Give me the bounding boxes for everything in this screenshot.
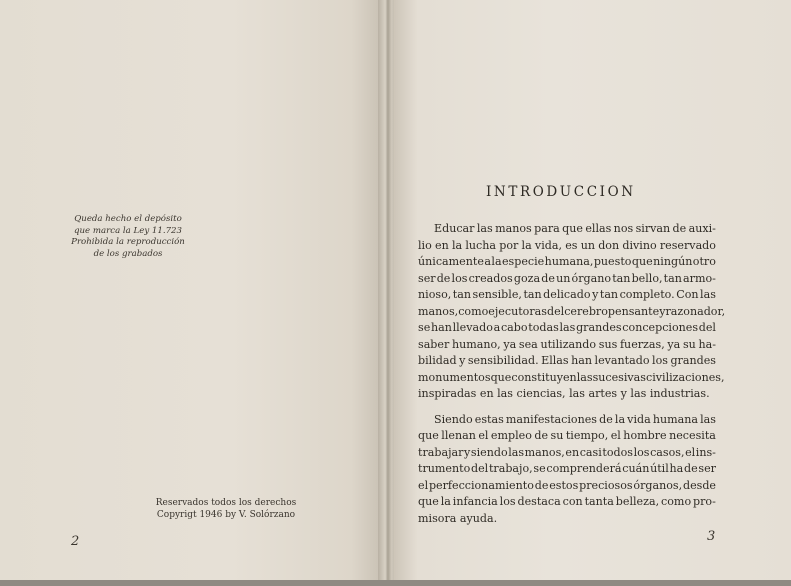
copyright-line: Copyrigt 1946 by V. Solórzano bbox=[156, 510, 296, 520]
text-line: ser de los creados goza de un órgano tan bello, tan armo- bbox=[418, 271, 716, 285]
text-line: nioso, tan sensible, tan delicado y tan completo. Con las bbox=[418, 288, 716, 301]
text-line: inspiradas en las ciencias, las artes y las industrias. bbox=[418, 387, 710, 400]
rights-line: Reservados todos los derechos bbox=[155, 498, 297, 508]
copyright-notice bbox=[136, 497, 316, 521]
text-line: el perfeccionamiento de estos preciosos órganos, desde bbox=[418, 478, 716, 492]
page-title: INTRODUCCION bbox=[486, 184, 636, 200]
introduction-text bbox=[418, 221, 726, 527]
deposit-line: Prohibida la reproducción bbox=[71, 237, 185, 247]
page-number-left: 2 bbox=[71, 534, 80, 549]
text-line: bilidad y sensibilidad. Ellas han levantado los grandes bbox=[418, 354, 716, 367]
text-line: únicamente a la especie humana, puesto que ningún otro bbox=[418, 255, 716, 268]
left-page bbox=[0, 0, 382, 586]
text-line: monumentos que constituyen las sucesivas civilizaciones, bbox=[418, 370, 725, 384]
text-line: manos, como ejecutoras del cerebro pensante y razonador, bbox=[418, 304, 726, 318]
deposit-line: que marca la Ley 11.723 bbox=[74, 225, 182, 236]
deposit-line: de los grabados bbox=[93, 248, 163, 259]
text-line: Siendo estas manifestaciones de la vida humana las bbox=[434, 412, 716, 426]
text-line: saber humano, ya sea utilizando sus fuerzas, ya su ha- bbox=[418, 337, 716, 351]
paragraph-gap bbox=[418, 403, 716, 412]
legal-deposit-notice bbox=[62, 214, 194, 260]
text-line: Educar las manos para que ellas nos sirvan de auxi- bbox=[434, 222, 716, 235]
text-line: se han llevado a cabo todas las grandes concepciones del bbox=[418, 321, 716, 334]
text-line: lio en la lucha por la vida, es un don divino reservado bbox=[418, 238, 716, 252]
book-bottom-edge bbox=[0, 580, 791, 586]
text-line: trabajar y siendo las manos, en casi todos los casos, el ins- bbox=[418, 445, 716, 459]
text-line: que la infancia los destaca con tanta belleza, como pro- bbox=[418, 495, 716, 508]
text-line: que llenan el empleo de su tiempo, el hombre necesita bbox=[418, 429, 716, 442]
deposit-line: Queda hecho el depósito bbox=[74, 214, 182, 224]
text-line: misora ayuda. bbox=[418, 511, 498, 525]
text-line: trumento del trabajo, se comprenderá cuán útil ha de ser bbox=[418, 462, 716, 475]
page-number-right: 3 bbox=[707, 529, 716, 544]
